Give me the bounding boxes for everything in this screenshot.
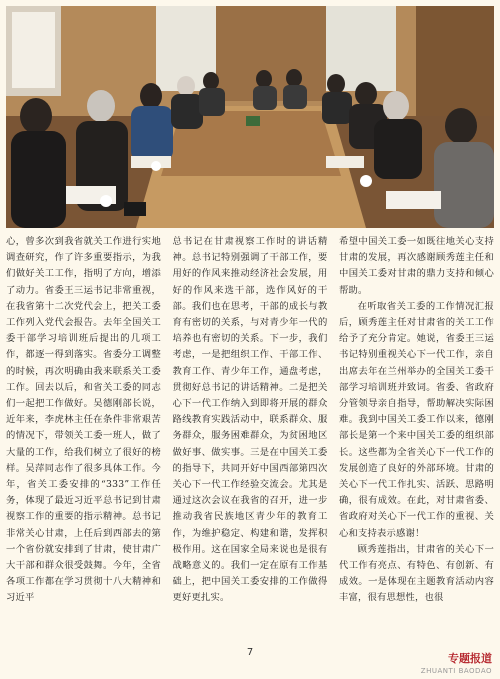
paragraph: 希望中国关工委一如既往地关心支持甘肃的发展，再次感谢顾秀莲主任和中国关工委对甘肃的鼎力支持和倾心帮助。 [339, 236, 494, 296]
meeting-photo [6, 6, 494, 228]
paragraph: 顾秀莲指出，甘肃省的关心下一代工作有亮点、有特色、有创新、有成效。一是体现在主题教育活动内容丰富，很有思想性，也很 [339, 543, 494, 604]
column-3 [339, 234, 494, 638]
paragraph: 在听取省关工委的工作情况汇报后，顾秀莲主任对甘肃省的关工工作给予了充分肯定。她说，省委王三运书记特别重视关心下一代工作，亲自出席去年在兰州举办的全国关工委干部学习培训班并致词。省委、省政府分管领导亲自指导，帮助解决实际困难。我到中国关工委工作以来，德刚部长是第一个来中国关工委的组织部长。这些都为全省关心下一代工作的发展创造了良好的外部环境。甘肃的关心下一代工作扎实、活跃、思路明确，很有成效。在此，对甘肃省委、省政府对关心下一代工作的重视、关心和支持表示感谢！ [339, 300, 494, 539]
section-label [421, 650, 492, 675]
section-label-pinyin: ZHUANTI BAODAO [420, 667, 492, 675]
section-label-chinese: 专题报道 [448, 652, 492, 665]
page-number: 7 [246, 647, 254, 658]
paragraph: 总书记在甘肃视察工作时的讲话精神。总书记特别强调了干部工作，要用好的作风来推动经济社会发展，用好的作风来选干部，选作风好的干部。我们也在思考，干部的成长与教育有密切的关系，与对青少年一代的培养也有密切的关系。下一步，我们考虑，一是把组织工作、干部工作、教育工作、青少年工作，通盘考虑，贯彻好总书记的讲话精神。二是把关心下一代工作纳入到即将开展的群众路线教育实践活动中，联系群众、服务群众，服务困难群众，为贫困地区做好事、做实事。三是在中国关工委的指导下，共同开好中国西部第四次关心下一代工作经验交流会。尤其是通过这次会议在我省的召开，进一步推动我省民族地区青少年的教育工作，为维护稳定、构建和谐，发挥积极作用。这在国家全局来说也是很有战略意义的。我们一定在原有工作基础上，把中国关工委安排的工作做得更好更扎实。 [172, 236, 328, 604]
meeting-photo-illustration [6, 6, 494, 228]
article-body [6, 234, 494, 638]
paragraph: 心，曾多次到我省就关工作进行实地调查研究，作了许多重要指示，为我们做好关工工作，指明了方向，增添了动力。省委王三运书记非常重视，在我省第十二次党代会上，把关工委工作列入党代会报告。去年全国关工委干部学习培训班后提出的几项工作，都逐一得到落实。省委分工调整的时候，再次明确由我来联系关工委工作。回去以后，和省关工委的同志们一起把工作做好。吴德刚部长说，近年来，李虎林主任在条件非常艰苦的情况下，带领关工委一班人，做了大量的工作，给我们树立了很好的榜样。吴萍同志作了很多具体工作。今年，省关工委安排的“333”工作任务，体现了最近习近平总书记到甘肃视察工作的重要的指示精神。总书记非常关心甘肃，上任后到西部去的第一个省份就安排到了甘肃，使甘肃广大干部和群众很受鼓舞。今年，全省各项工作都在学习贯彻十八大精神和习近平 [6, 236, 161, 604]
column-2 [173, 234, 328, 638]
column-1 [6, 234, 161, 638]
